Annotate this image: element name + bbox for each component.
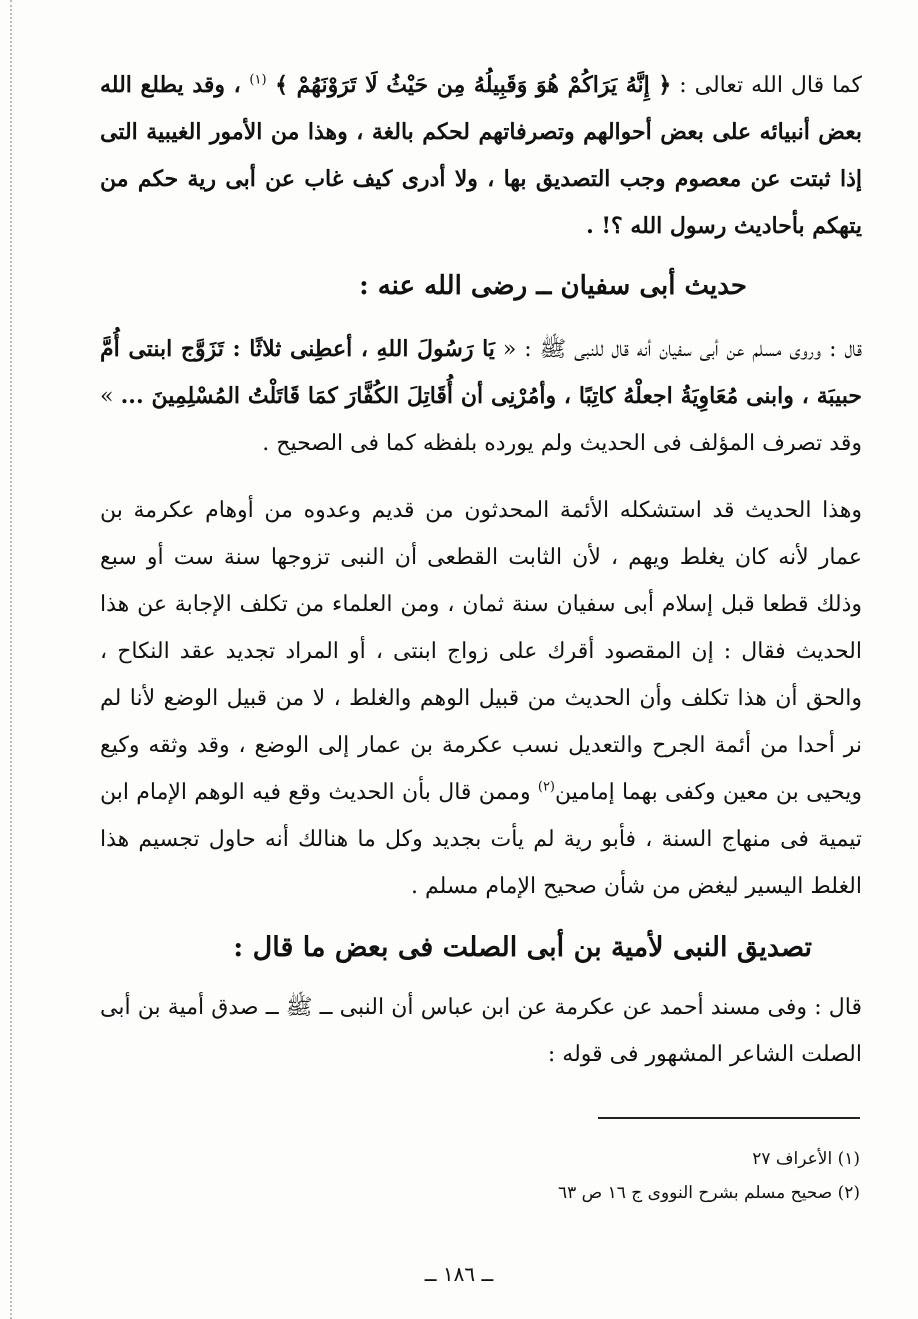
paragraph-3-tail: وممن قال بأن الحديث وقع فيه الوهم الإمام ابن تيمية فى منهاج السنة ، فأبو رية لم يأت بجديد وكل ما هنالك أنه حاول تجسيم هذا الغلط اليسير ليغض من شأن صحيح الإمام مسلم . [100, 780, 862, 899]
paragraph-2 [100, 326, 862, 467]
paragraph-3-text: وهذا الحديث قد استشكله الأئمة المحدثون من قديم وعدوه من أوهام عكرمة بن عمار لأنه كان يغلط ويهم ، لأن الثابت القطعى أن النبى تزوجها سنة ست أو سبع وذلك قطعا قبل إسلام أبى سفيان سنة ثمان ، ومن العلماء من تكلف الإجابة عن هذا الحديث فقال : إن المقصود أقرك على زواج ابنتى ، أو المراد تجديد عقد النكاح ، والحق أن هذا تكلف وأن الحديث من قبيل الوهم والغلط ، لا من قبيل الوضع لأنا لم نر أحدا من أئمة الجرح والتعديل نسب عكرمة بن عمار إلى الوضع ، وقد وثقه وكيع ويحيى بن معين وكفى بهما إمامين [100, 498, 863, 805]
footnotes [360, 1142, 860, 1210]
footnote-2: (٢) صحيح مسلم بشرح النووى ج ١٦ ص ٦٣ [557, 1183, 860, 1203]
footnote-ref-1: (١) [249, 72, 267, 88]
quran-quote: ﴿ إِنَّهُ يَرَاكُمْ هُوَ وَقَبِيلُهُ مِن حَيْثُ لَا تَرَوْنَهُمْ ﴾ [266, 72, 672, 98]
page-body [100, 62, 862, 1078]
section-heading-umayya: تصديق النبى لأمية بن أبى الصلت فى بعض ما قال : [233, 932, 812, 963]
footnote-1: (١) الأعراف ٢٧ [752, 1149, 860, 1169]
paragraph-1 [100, 62, 862, 250]
paragraph-2-tail: » وقد تصرف المؤلف فى الحديث ولم يورده بلفظه كما فى الصحيح . [100, 384, 862, 456]
footnote-ref-2: (٢) [537, 779, 555, 795]
paragraph-1-lead: كما قال الله تعالى : [671, 73, 862, 98]
section-heading-abu-sufyan: حديث أبى سفيان ــ رضى الله عنه : [359, 271, 747, 301]
footnote-separator [598, 1117, 860, 1119]
hadith-quote: يَا رَسُولَ اللهِ ، أعطِنى ثلاثًا : تَزَوَّج ابنتى أُمَّ حبيبَة ، وابنى مُعَاوِيَةُ اجعلْهُ كاتِبًا ، وأمُرْنِى أن أُقَاتِلَ الكُفَّارَ كمَا قَاتَلْتُ المُسْلِمِينَ ... [100, 336, 863, 409]
paragraph-2-lead: قال : وروى مسلم عن أبى سفيان أنه قال للنبى ﷺ : « [494, 337, 862, 362]
paragraph-3 [100, 487, 862, 910]
binding-edge-dots [10, 0, 12, 1319]
page-number: ــ ١٨٦ ــ [424, 1262, 494, 1286]
paragraph-4: قال : وفى مسند أحمد عن عكرمة عن ابن عباس أن النبى ــ ﷺ ــ صدق أمية بن أبى الصلت الشاعر المشهور فى قوله : [100, 995, 862, 1067]
paragraph-1-tail: ، وقد يطلع الله بعض أنبيائه على بعض أحوالهم وتصرفاتهم لحكم بالغة ، وهذا من الأمور الغيبية التى إذا ثبتت عن معصوم وجب التصديق بها ، ولا أدرى كيف غاب عن أبى رية حكم من يتهكم بأحاديث رسول الله ؟! . [100, 72, 862, 239]
